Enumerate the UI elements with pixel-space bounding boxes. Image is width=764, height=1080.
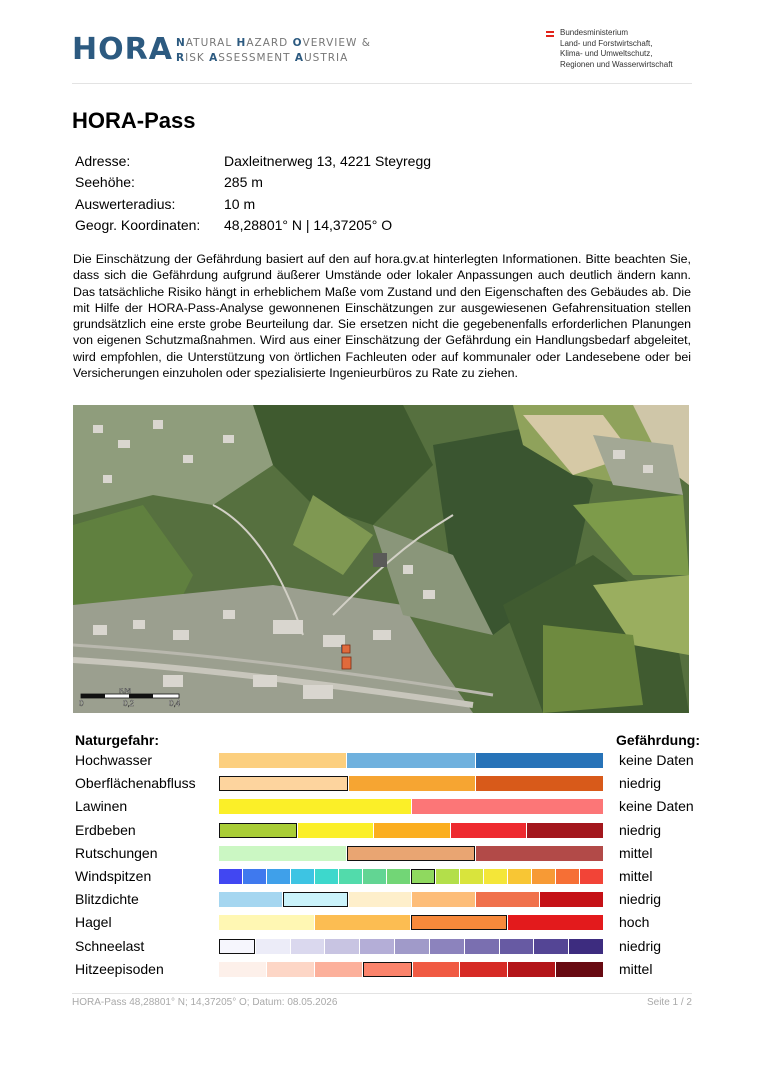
hazard-scale-bar [219,776,603,791]
hazard-scale-segment [451,823,527,838]
hazard-scale-segment [430,939,464,954]
info-value: 10 m [224,195,256,212]
hazard-row-erdbeben [75,822,705,845]
hazard-scale-segment [527,823,603,838]
hazard-level: niedrig [619,891,662,908]
hazard-scale-segment [374,823,450,838]
hazard-scale-segment [267,869,290,884]
hazard-scale-segment [347,753,474,768]
hazard-level: niedrig [619,821,662,838]
hazard-scale-segment [315,962,362,977]
hazard-level: hoch [619,914,650,931]
ministry-line: Klima- und Umweltschutz, [560,49,653,58]
hazard-name: Hagel [75,914,112,931]
logo-subtitle-line-2: RISK ASSESSMENT AUSTRIA [176,52,349,64]
hazard-level: mittel [619,844,653,861]
hazard-scale-bar [219,846,603,861]
hazard-scale-segment [476,753,603,768]
hazard-scale-segment [534,939,568,954]
hazard-scale-segment-selected [411,915,508,930]
ministry-line: Regionen und Wasserwirtschaft [560,59,673,69]
hazard-scale-bar [219,823,603,838]
hazard-scale-bar [219,939,603,954]
hazard-name: Windspitzen [75,867,152,884]
info-value: 285 m [224,174,263,191]
hazard-scale-segment [484,869,507,884]
disclaimer-text: Die Einschätzung der Gefährdung basiert auf den auf hora.gv.at hinterlegten Informationen. Bitte beachten Sie, dass sich die Gefährdung aufgrund äußerer Umstände oder lokaler Anpassungen auch deutlich ändern kann. Das tatsächliche Risiko hängt in erheblichem Maße vom Zustand und den Eigenschaften des Gebäudes ab. Die mit Hilfe der HORA-Pass-Analyse gewonnenen Einschätzungen zur ausgewiesenen Gefahrensituation stellen grundsätzlich eine erste grobe Beurteilung dar. Sie ersetzen nicht die gegebenenfalls erforderlichen Planungen von eigenen Schutzmaßnahmen. Wird aus einer Einschätzung der Gefährdung ein Handlungsbedarf abgeleitet, wird empfohlen, die Unterstützung von örtlichen Fachleuten oder auf kommunaler oder Landesebene oder bei Versicherungen einzuholen oder spezialisierte Ingenieurbüros zu Rate zu ziehen. [73,252,691,381]
hazard-scale-segment [325,939,359,954]
hazard-level: niedrig [619,937,662,954]
hazard-scale-segment-selected [411,869,436,884]
hazard-scale-segment [315,915,410,930]
hazard-scale-segment [219,962,266,977]
hazard-scale-segment-selected [219,823,297,838]
hazard-scale-segment [460,869,483,884]
hazard-scale-segment [315,869,338,884]
hazard-scale-segment [476,846,603,861]
hazard-name: Hitzeepisoden [75,960,164,977]
hazard-scale-segment [465,939,499,954]
footer-info: HORA-Pass 48,28801° N; 14,37205° O; Datum: 08.05.2026 [72,997,338,1008]
hazard-name: Blitzdichte [75,891,139,908]
hazard-scale-segment [556,962,603,977]
hazard-header [75,730,705,752]
hazard-scale-segment [267,962,314,977]
hazard-row-rutschungen [75,845,705,868]
hazard-scale-segment [532,869,555,884]
info-value: Daxleitnerweg 13, 4221 Steyregg [224,153,432,169]
hazard-scale-segment [540,892,603,907]
hazard-scale-segment [508,915,603,930]
hazard-scale-segment [569,939,603,954]
hazard-scale-segment [556,869,579,884]
logo-subtitle-line-1: NATURAL HAZARD OVERVIEW & [176,37,371,49]
hazard-scale-segment [291,939,325,954]
hazard-name: Rutschungen [75,844,158,861]
hazard-scale-segment [219,869,242,884]
hazard-name: Erdbeben [75,821,136,838]
ministry-line: Land- und Forstwirtschaft, [560,38,653,48]
hazard-scale-segment [476,892,539,907]
scale-tick: 0,4 [169,699,181,708]
page-header [72,28,692,84]
hazard-scale-segment [500,939,534,954]
hazard-scale-segment [413,962,460,977]
hazard-name: Schneelast [75,937,145,954]
hazard-column-header: Naturgefahr: [75,732,160,748]
hazard-name: Oberflächenabfluss [75,775,196,792]
ministry-line: Bundesministerium [560,28,629,37]
hazard-row-lawinen [75,798,705,821]
hazard-level: mittel [619,960,653,977]
hazard-scale-bar [219,799,603,814]
hazard-scale-segment [219,892,282,907]
hazard-scale-segment [349,892,412,907]
hora-logo-subtitle [176,36,371,66]
page-footer [72,993,692,1013]
hazard-scale-segment [508,869,531,884]
hazard-scale-segment-selected [347,846,476,861]
hazard-scale-segment-selected [363,962,412,977]
hazard-scale-bar [219,962,603,977]
hazard-scale-segment [339,869,362,884]
hazard-level: keine Daten [619,752,694,768]
hazard-scale-segment [387,869,410,884]
hazard-scale-segment [219,799,411,814]
info-value: 48,28801° N | 14,37205° O [224,216,393,233]
hazard-level: keine Daten [619,798,694,815]
hazard-scale-segment [580,869,603,884]
hazard-row-hagel [75,914,705,937]
hazard-scale-segment [476,776,603,791]
hazard-overview [75,730,705,984]
hazard-row-hochwasser [75,752,705,775]
hazard-scale-segment [412,892,475,907]
hazard-name: Lawinen [75,798,128,815]
scale-unit: KM [119,688,131,695]
map-scale-bar [79,688,183,708]
hora-logo[interactable]: HORA [72,32,173,67]
hazard-scale-segment [298,823,374,838]
hazard-scale-segment [256,939,290,954]
scale-tick: 0 [79,699,84,708]
hazard-row-windspitzen [75,868,705,891]
location-marker-icon [339,643,355,673]
info-label: Geogr. Koordinaten: [75,216,201,233]
ministry-name [560,28,730,70]
risk-column-header: Gefährdung: [616,732,700,748]
hazard-scale-segment [460,962,507,977]
hazard-scale-segment-selected [283,892,348,907]
hazard-scale-bar [219,869,603,884]
info-label: Seehöhe: [75,174,135,191]
hazard-scale-segment [363,869,386,884]
hazard-row-blitzdichte [75,891,705,914]
info-label: Auswerteradius: [75,195,176,212]
hazard-scale-segment [412,799,604,814]
hazard-level: mittel [619,867,653,884]
page-number: Seite 1 / 2 [646,997,692,1008]
hazard-row-schneelast [75,938,705,961]
hazard-scale-segment [219,753,346,768]
hazard-row-oberfl-chenabfluss [75,775,705,798]
hazard-scale-segment [395,939,429,954]
scale-tick: 0,2 [123,699,135,708]
hazard-scale-segment [436,869,459,884]
hazard-scale-bar [219,753,603,768]
hazard-scale-bar [219,915,603,930]
hazard-scale-segment-selected [219,939,255,954]
hazard-row-hitzeepisoden [75,961,705,984]
hazard-scale-segment [243,869,266,884]
hazard-name: Hochwasser [75,752,153,768]
hazard-scale-segment [349,776,476,791]
austria-flag-icon [546,31,554,37]
hazard-scale-segment [219,915,314,930]
hazard-level: niedrig [619,775,662,792]
info-label: Adresse: [75,153,131,169]
hazard-scale-bar [219,892,603,907]
hazard-scale-segment [360,939,394,954]
page-title: HORA-Pass [72,108,196,133]
aerial-map[interactable] [73,405,689,713]
hazard-scale-segment [219,846,346,861]
hazard-scale-segment-selected [219,776,348,791]
hazard-scale-segment [291,869,314,884]
hazard-scale-segment [508,962,555,977]
aerial-image [73,405,689,713]
